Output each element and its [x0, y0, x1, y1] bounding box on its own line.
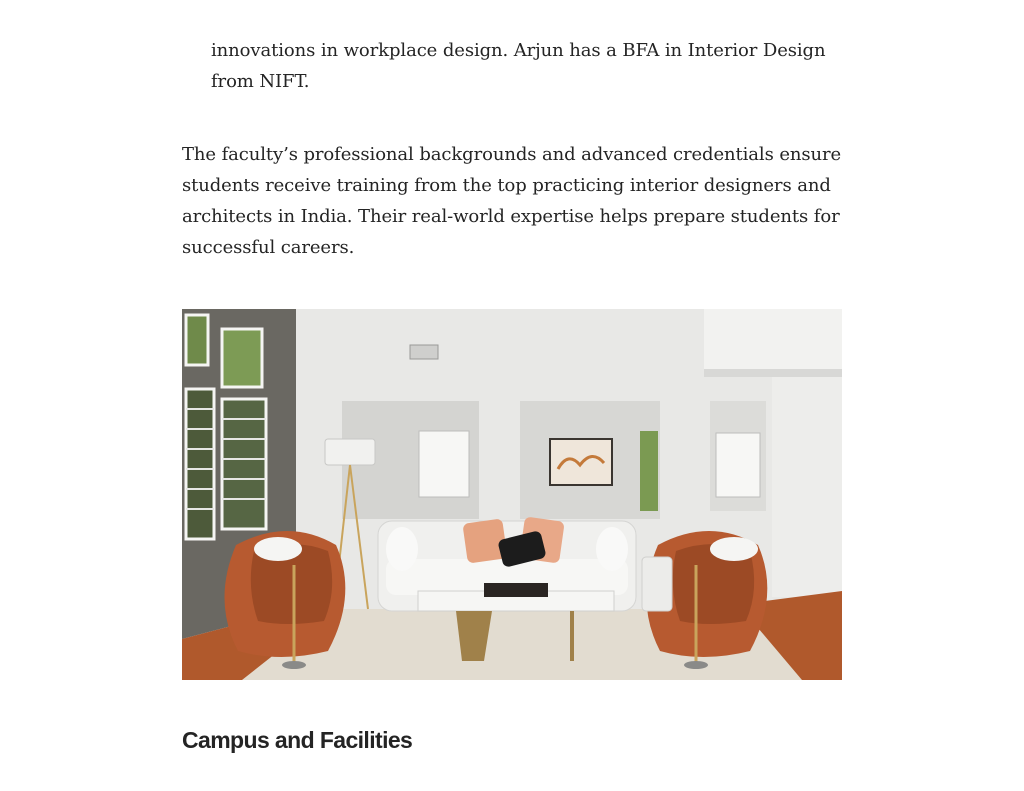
living-room-photo [182, 309, 842, 680]
list-item-text: innovations in workplace design. Arjun has a BFA in Interior Design from NIFT. [211, 40, 826, 92]
section-heading: Campus and Facilities [182, 727, 413, 753]
body-paragraph: The faculty’s professional backgrounds and advanced credentials ensure students receive training from the top practicing interior designers and architects in India. Their real-world expertise helps prepare students for successful careers. [182, 144, 842, 258]
